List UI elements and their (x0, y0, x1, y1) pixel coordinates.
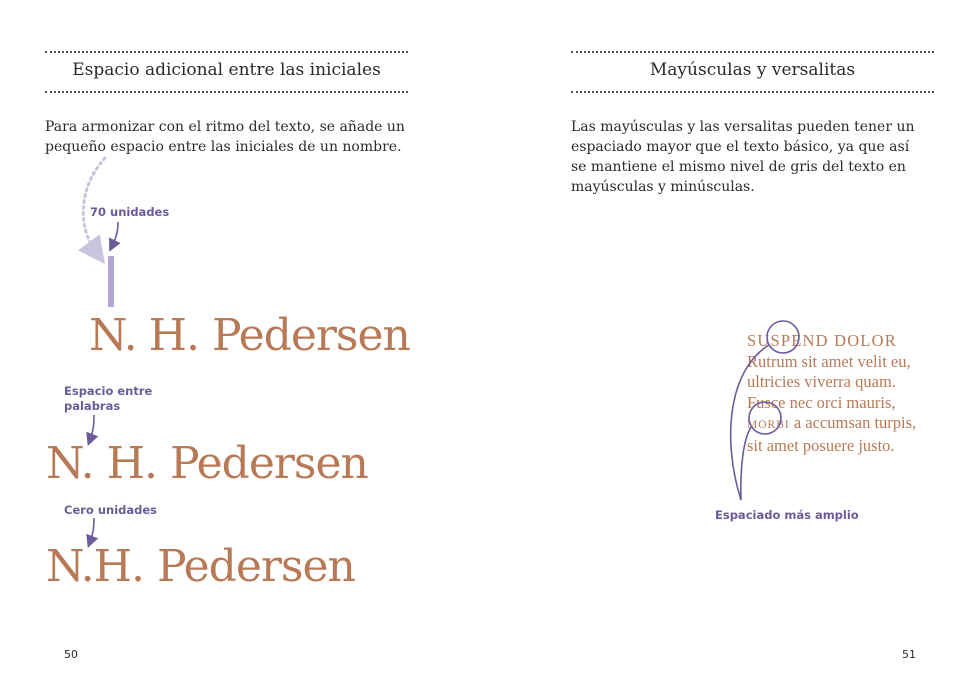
sample-line-caps: SUSPEND DOLOR (747, 331, 897, 350)
sample-line-2: Rutrum sit amet velit eu, (747, 351, 911, 371)
left-body-text: Para armonizar con el ritmo del texto, se añade un pequeño espacio entre las iniciales de un nombre. (45, 119, 405, 155)
left-bottom-rule (45, 91, 408, 93)
left-heading: Espacio adicional entre las iniciales (72, 60, 381, 80)
annotation-wider-spacing: Espaciado más amplio (715, 508, 859, 522)
right-top-rule (571, 51, 934, 53)
arrow-70-units (112, 222, 118, 246)
right-bottom-rule (571, 91, 934, 93)
sample-line-5-rest: a accumsan turpis, (789, 413, 917, 432)
example-zero-space: N.H. Pedersen (46, 541, 355, 592)
right-page-number: 51 (902, 648, 916, 661)
sample-smallcaps-word: MORBI (747, 419, 790, 431)
example-word-space: N. H. Pedersen (46, 438, 368, 489)
annotation-word-space-line1: Espacio entre (64, 384, 153, 398)
example-rest-name: H. Pedersen (148, 310, 410, 361)
annotation-zero-units: Cero unidades (64, 503, 157, 517)
example-with-extra-space (63, 252, 410, 364)
sample-line-5 (747, 413, 967, 436)
right-body-text: Las mayúsculas y las versalitas pueden tener un espaciado mayor que el texto básico, ya que así se mantiene el mismo nivel de gris del texto en mayúsculas y minúsculas. (571, 119, 915, 195)
annotation-70-units: 70 unidades (90, 205, 170, 219)
caps-sample-text (747, 331, 967, 456)
left-top-rule (45, 51, 408, 53)
sample-line-4: Fusce nec orci mauris, (747, 392, 896, 412)
example-initial-n: N. (88, 310, 137, 361)
annotation-word-space (64, 384, 152, 414)
sample-line-6: sit amet posuere justo. (747, 435, 895, 455)
annotation-word-space-line2: palabras (64, 399, 121, 413)
sample-line-3: ultricies viverra quam. (747, 372, 896, 391)
left-page-number: 50 (64, 648, 78, 661)
right-heading: Mayúsculas y versalitas (649, 60, 856, 80)
